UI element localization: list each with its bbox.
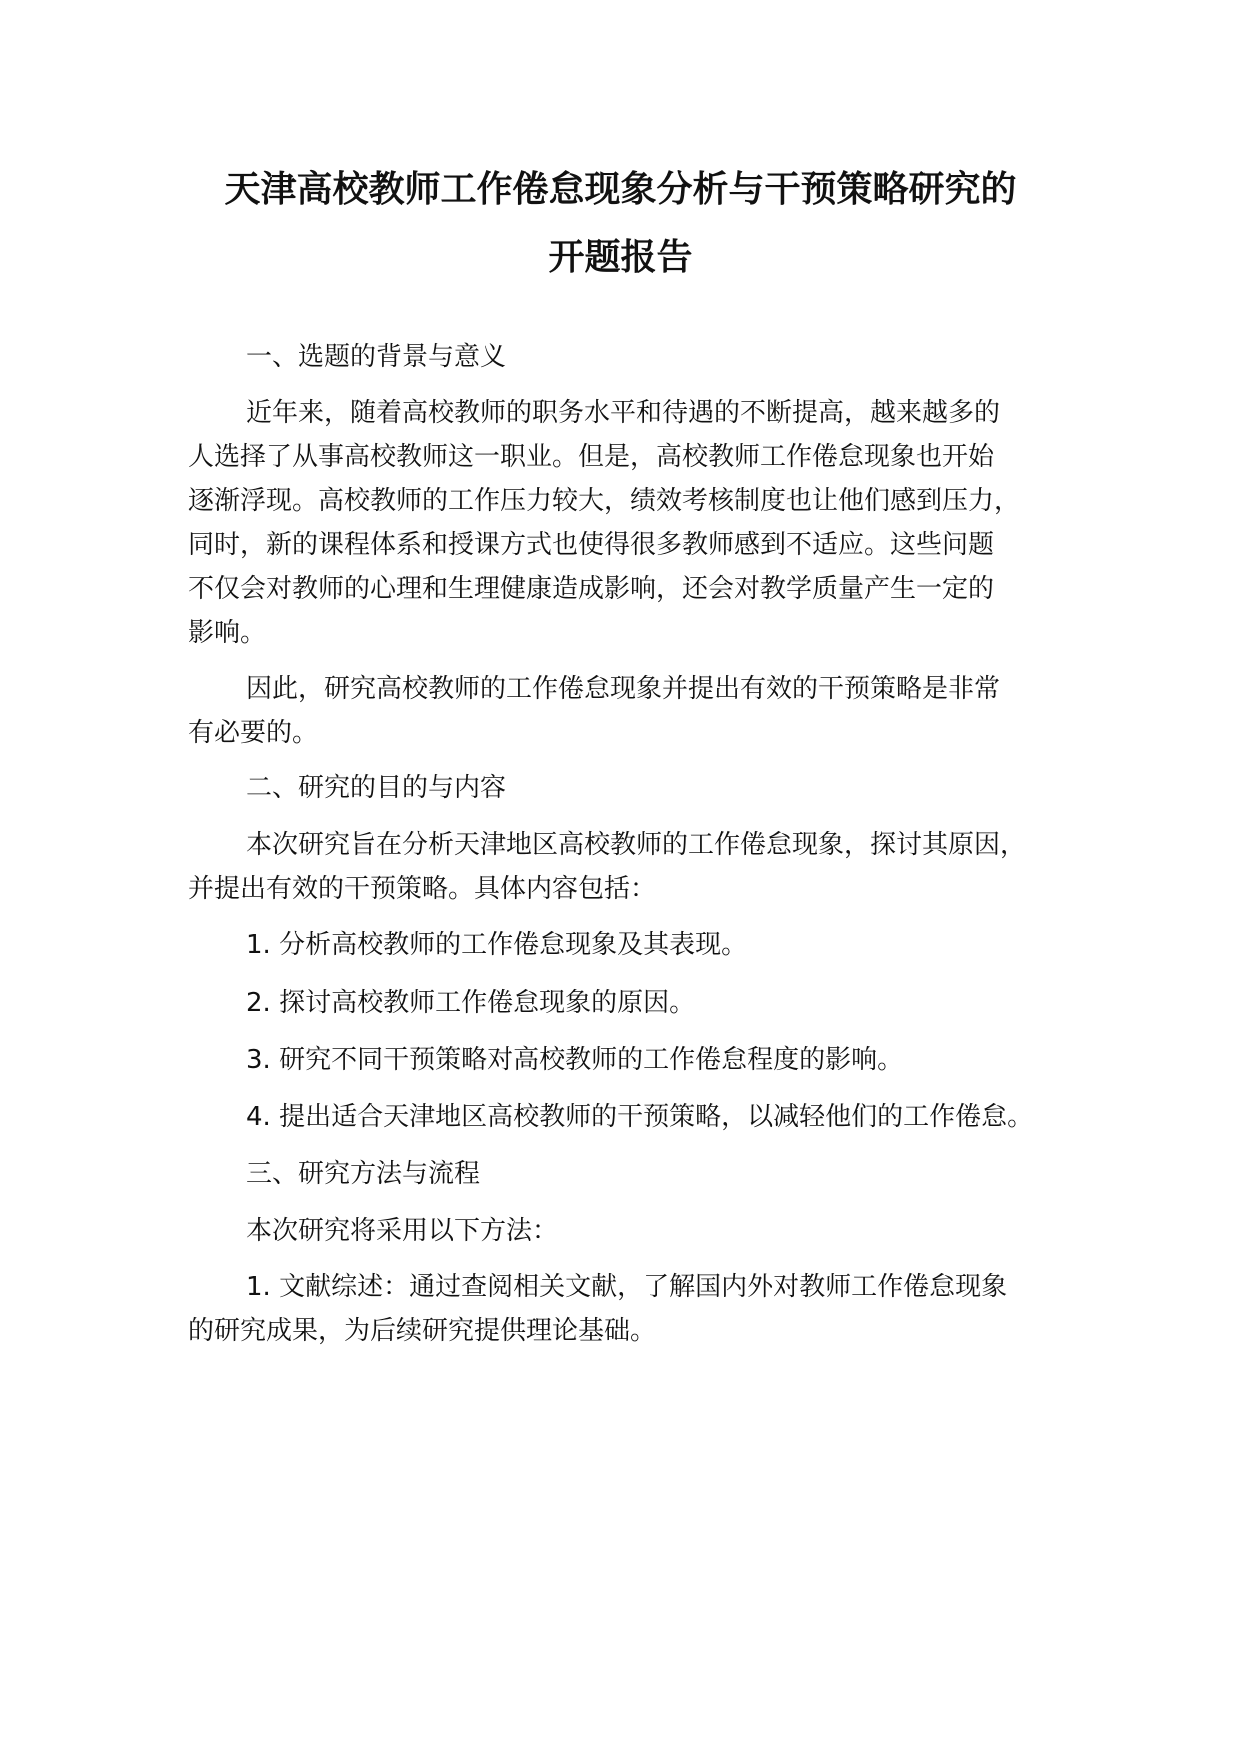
section-1-paragraph-1-line: 影响。	[188, 618, 267, 648]
section-2-paragraph-line: 本次研究旨在分析天津地区高校教师的工作倦怠现象，探讨其原因，	[246, 830, 1027, 860]
document-title-line-1: 天津高校教师工作倦怠现象分析与干预策略研究的	[224, 169, 1017, 210]
section-1-paragraph-1-line: 逐渐浮现。高校教师的工作压力较大，绩效考核制度也让他们感到压力，	[188, 486, 1021, 516]
section-2-list-item: 2. 探讨高校教师工作倦怠现象的原因。	[246, 988, 696, 1018]
section-1-paragraph-1-line: 同时，新的课程体系和授课方式也使得很多教师感到不适应。这些问题	[188, 530, 995, 560]
section-2-list-item: 1. 分析高校教师的工作倦怠现象及其表现。	[246, 930, 748, 960]
section-1-paragraph-1-line: 人选择了从事高校教师这一职业。但是，高校教师工作倦怠现象也开始	[188, 442, 995, 472]
section-3-heading: 三、研究方法与流程	[246, 1159, 481, 1189]
section-3-intro: 本次研究将采用以下方法：	[246, 1216, 559, 1246]
section-1-paragraph-2-line: 因此，研究高校教师的工作倦怠现象并提出有效的干预策略是非常	[246, 674, 1001, 704]
section-1-paragraph-2-line: 有必要的。	[188, 718, 319, 748]
section-2-list-item: 3. 研究不同干预策略对高校教师的工作倦怠程度的影响。	[246, 1045, 904, 1075]
section-2-paragraph-line: 并提出有效的干预策略。具体内容包括：	[188, 874, 657, 904]
section-1-paragraph-1-line: 近年来，随着高校教师的职务水平和待遇的不断提高，越来越多的	[246, 398, 1001, 428]
section-2-heading: 二、研究的目的与内容	[246, 773, 507, 803]
document-title-line-2: 开题报告	[548, 237, 693, 278]
section-1-paragraph-1-line: 不仅会对教师的心理和生理健康造成影响，还会对教学质量产生一定的	[188, 574, 995, 604]
section-1-heading: 一、选题的背景与意义	[246, 342, 507, 372]
section-3-method-line: 1. 文献综述：通过查阅相关文献，了解国内外对教师工作倦怠现象	[246, 1272, 1008, 1302]
section-2-list-item: 4. 提出适合天津地区高校教师的干预策略，以减轻他们的工作倦怠。	[246, 1102, 1034, 1132]
section-3-method-line: 的研究成果，为后续研究提供理论基础。	[188, 1316, 657, 1346]
